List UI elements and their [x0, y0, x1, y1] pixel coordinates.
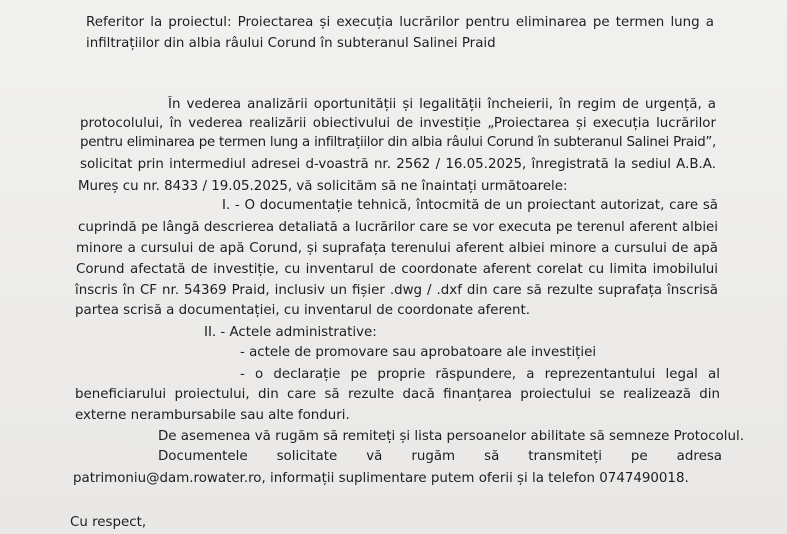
subject-line-2: infiltrațiilor din albia râului Corund în subteranul Salinei Praid — [86, 36, 496, 51]
item2-bullet-2-line-3: externe nerambursabile sau alte fonduri. — [75, 408, 350, 423]
paragraph1-line-5: Mureș cu nr. 8433 / 19.05.2025, vă solicităm să ne înaintați următoarele: — [78, 179, 568, 194]
item2-bullet-1: - actele de promovare sau aprobatoare ale investiției — [240, 345, 597, 360]
item1-line-2: cuprindă pe lângă descrierea detaliată a lucrărilor care se vor executa pe terenul aferent albiei — [78, 220, 718, 235]
paragraph1-line-1: În vederea analizării oportunității și legalității încheierii, în regim de urgență, a — [168, 97, 716, 112]
paragraph2: De asemenea vă rugăm să remiteți și lista persoanelor abilitate să semneze Protocolul. — [158, 429, 744, 444]
paragraph1-line-3: pentru eliminarea pe termen lung a infiltrațiilor din albia râului Corund în subteranul Salinei Praid”, — [80, 135, 716, 150]
item2-bullet-2-line-1: - o declarație pe proprie răspundere, a reprezentantului legal al — [240, 367, 720, 382]
paragraph1-line-2: protocolului, în vederea realizării obiectivului de investiție „Proiectarea și execuția lucrărilor — [80, 116, 716, 131]
item2-heading: II. - Actele administrative: — [204, 325, 377, 340]
closing: Cu respect, — [70, 515, 147, 530]
paragraph3-line-1: Documentele solicitate vă rugăm să transmiteți pe adresa — [158, 449, 722, 464]
item1-line-6: partea scrisă a documentației, cu inventarul de coordonate aferent. — [75, 303, 530, 318]
item2-bullet-2-line-2: beneficiarului proiectului, din care să rezulte dacă finanțarea proiectului se realizează din — [75, 387, 720, 402]
item1-line-3: minore a cursului de apă Corund, și suprafața terenului aferent albiei minore a cursului de apă — [76, 241, 718, 256]
item1-line-4: Corund afectată de investiție, cu inventarul de coordonate aferent corelat cu limita imobilului — [76, 262, 718, 277]
item1-line-1: I. - O documentație tehnică, întocmită de un proiectant autorizat, care să — [222, 198, 718, 213]
paragraph3-line-2: patrimoniu@dam.rowater.ro, informații suplimentare putem oferii și la telefon 0747490018. — [73, 471, 689, 486]
item1-line-5: înscris în CF nr. 54369 Praid, inclusiv un fișier .dwg / .dxf din care să rezulte suprafața înscrisă — [75, 283, 718, 298]
paragraph1-line-4: solicitat prin intermediul adresei d-voastră nr. 2562 / 16.05.2025, înregistrată la sediul A.B.A. — [80, 157, 716, 172]
subject-line-1: Referitor la proiectul: Proiectarea și execuția lucrărilor pentru eliminarea pe termen lung a — [86, 15, 714, 30]
